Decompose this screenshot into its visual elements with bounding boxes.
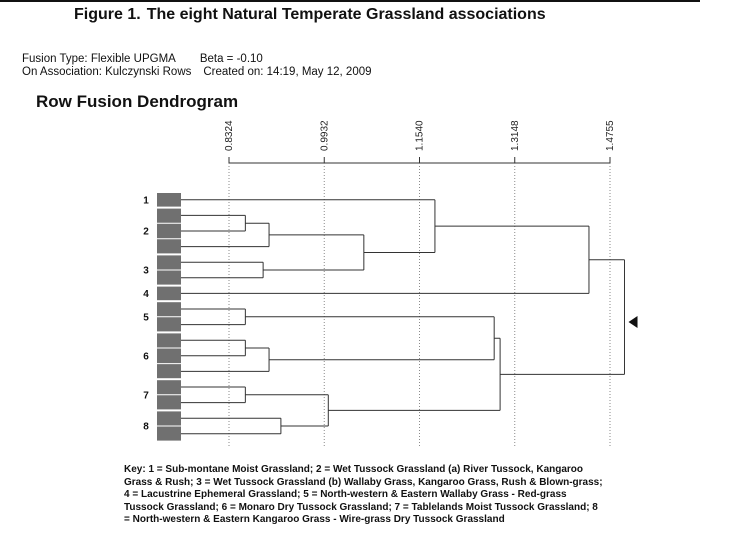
row-label: 6 [143,351,149,363]
on-association: On Association: Kulczynski Rows [22,66,192,78]
row-label: 4 [143,288,149,300]
axis-tick-label: 1.3148 [509,120,521,151]
row-group-block [157,209,181,254]
axis-tick-label: 0.8324 [224,120,235,151]
fusion-type: Fusion Type: Flexible UPGMA [22,53,176,65]
figure-title-text: The eight Natural Temperate Grassland associations [146,6,546,23]
key-legend: Key: 1 = Sub-montane Moist Grassland; 2 = Wet Tussock Grassland (a) River Tussock, Kangaroo Grass & Rush; 3 = Wet Tussock Grassland (b) Wallaby Grass, Kangaroo Grass, Rush & Blown-grass; 4 = Lacustrine Ephemeral Grassland; 5 = North-western & Eastern Wallaby Grass - Red-grass Tussock Grassland; 6 = Monaro Dry Tussock Grassland; 7 = Tablelands Moist Tussock Grassland; 8 = North-western & Eastern Kangaroo Grass - Wire-grass Dry Tussock Grassland [124,464,603,525]
row-label: 2 [143,226,149,238]
row-label: 7 [143,390,149,402]
section-title: Row Fusion Dendrogram [36,92,239,111]
axis-tick-label: 1.4755 [605,120,616,151]
row-group-block [157,333,181,378]
beta-value: Beta = -0.10 [199,53,263,65]
cut-marker-triangle [629,316,638,328]
row-label: 5 [143,312,149,324]
row-label: 1 [143,195,149,207]
axis-tick-label: 0.9932 [319,120,331,151]
row-group-block [157,287,181,301]
row-group-block [157,193,181,207]
figure-label: Figure 1. [74,6,141,23]
row-label: 8 [143,421,149,433]
axis-tick-label: 1.1540 [414,120,426,151]
row-label: 3 [143,265,149,277]
created-on: Created on: 14:19, May 12, 2009 [203,66,372,78]
